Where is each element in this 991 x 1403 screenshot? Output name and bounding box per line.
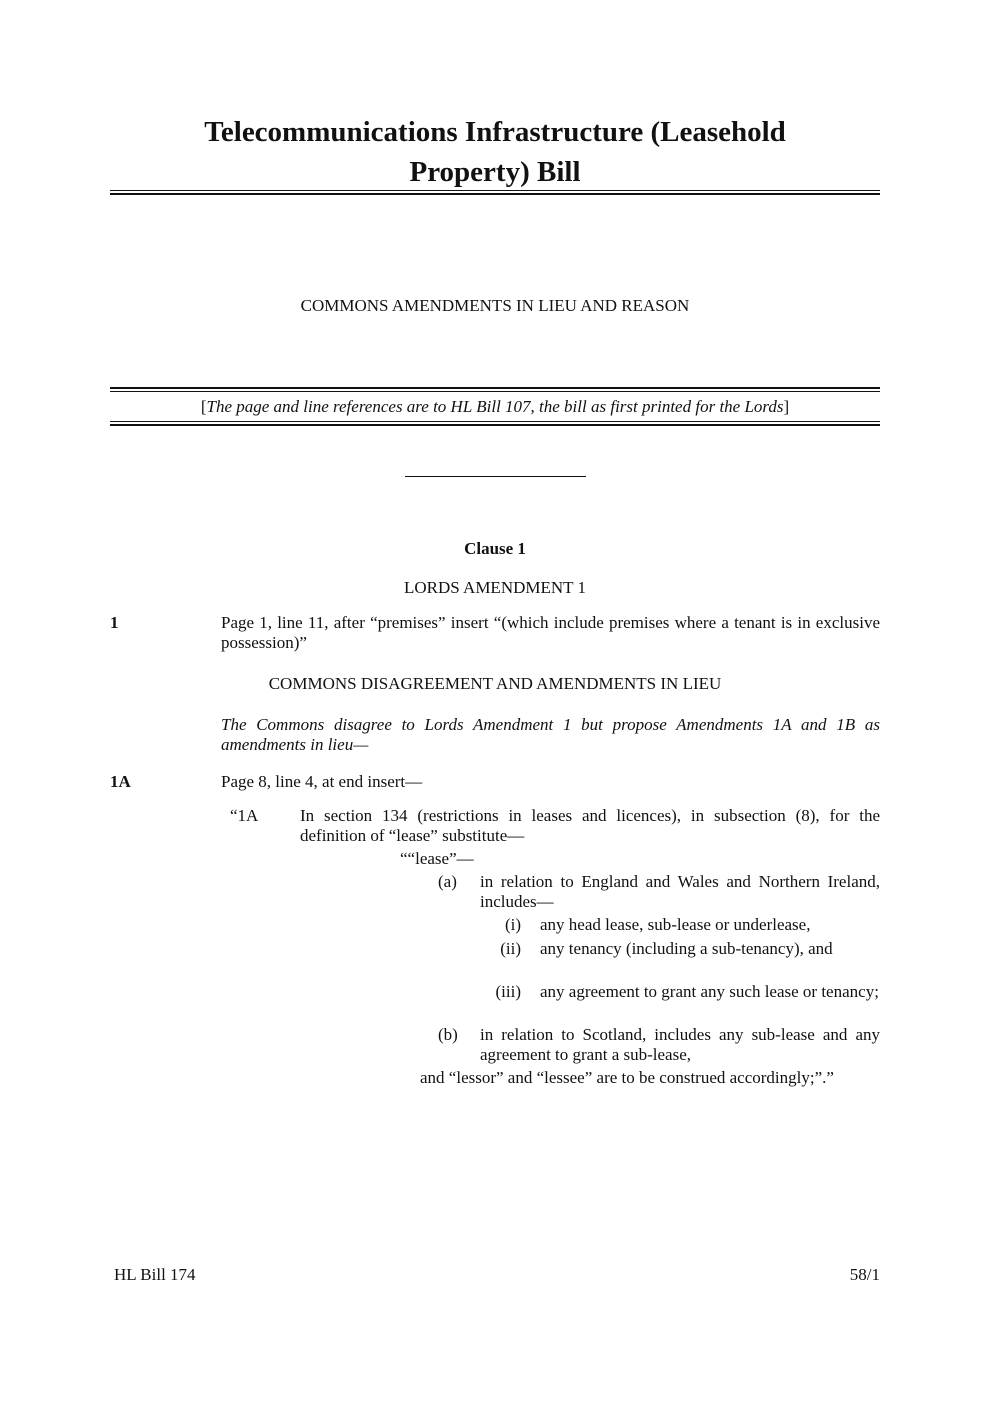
document-subtitle: COMMONS AMENDMENTS IN LIEU AND REASON [300,296,690,315]
footer-page-reference: 58/1 [849,1265,880,1284]
amendment-number: 1A [110,772,131,791]
bracket-open: [ [200,397,207,416]
bill-title-line-2: Property) Bill [409,156,581,188]
inserted-section-number: “1A [230,806,259,825]
clause-heading: Clause 1 [464,539,526,558]
amendment-text: Page 1, line 11, after “premises” insert “(which include premises where a tenant is in exclusive possession)” [221,613,880,652]
reference-note [110,397,880,417]
subparagraph-text: any head lease, sub-lease or underlease, [540,915,811,934]
commons-statement: The Commons disagree to Lords Amendment 1 but propose Amendments 1A and 1B as amendments in lieu— [221,715,880,754]
bill-title [110,112,880,192]
subparagraph-text: any tenancy (including a sub-tenancy), and [540,939,833,958]
lords-amendment-heading: LORDS AMENDMENT 1 [404,578,586,597]
closing-text: and “lessor” and “lessee” are to be construed accordingly;”.” [420,1068,834,1087]
note-rule-top-thick [110,387,880,389]
note-rule-bottom-thin [110,421,880,422]
amendment-text: Page 8, line 4, at end insert— [221,772,423,791]
subparagraph-text: any agreement to grant any such lease or tenancy; [540,982,879,1001]
section-divider [405,476,586,477]
note-rule-bottom-thick [110,424,880,426]
commons-heading: COMMONS DISAGREEMENT AND AMENDMENTS IN LIEU [268,674,722,693]
footer-bill-number: HL Bill 174 [114,1265,196,1284]
subparagraph-label: (i) [504,915,521,934]
definition-term: ““lease”— [400,849,474,868]
paragraph-label: (a) [438,872,457,891]
reference-note-text: The page and line references are to HL Bill 107, the bill as first printed for the Lords [206,397,784,416]
bracket-close: ] [783,397,790,416]
subparagraph-label: (ii) [500,939,521,958]
title-rule-thin [110,190,880,191]
inserted-section-text: In section 134 (restrictions in leases and licences), in subsection (8), for the definition of “lease” substitute— [300,806,880,845]
paragraph-text: in relation to England and Wales and Northern Ireland, includes— [480,872,880,911]
paragraph-text: in relation to Scotland, includes any sub-lease and any agreement to grant a sub-lease, [480,1025,880,1064]
paragraph-label: (b) [438,1025,458,1044]
amendment-number: 1 [110,613,119,632]
note-rule-top-thin [110,391,880,392]
bill-title-line-1: Telecommunications Infrastructure (Leasehold [204,116,786,148]
title-rule-thick [110,193,880,195]
subparagraph-label: (iii) [495,982,521,1001]
